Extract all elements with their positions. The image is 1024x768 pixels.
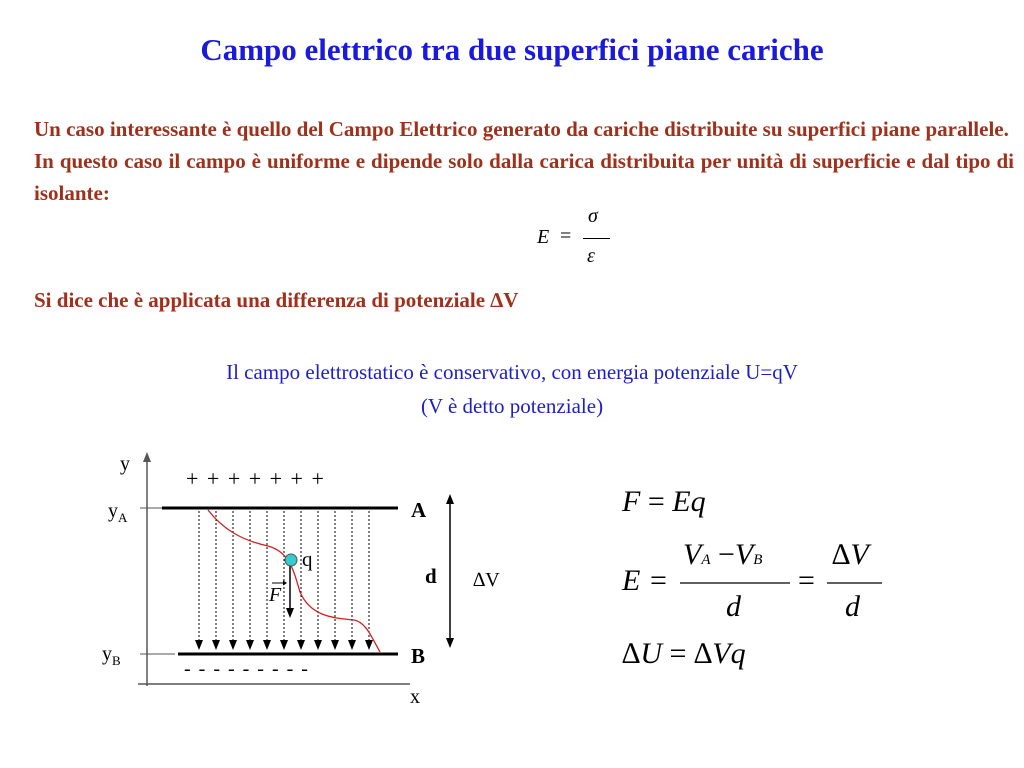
formula-e-eq2: = [798,564,815,597]
distance-label: d [425,564,437,588]
ya-label: $y_A$ [108,500,128,525]
slide-title: Campo elettrico tra due superfici piane cariche [200,32,824,67]
formula-e-eq1: = [650,564,667,597]
inline-formula-eq: = [560,225,572,247]
formula-e-den2: d [845,590,860,623]
inline-formula-num: σ [588,205,598,227]
intro-line-2: In questo caso il campo è uniforme e dipende solo dalla carica distribuita per unità di superficie e dal tipo di isolante: [34,149,1014,205]
plus-charges: + + + + + + + [186,466,324,491]
formula-e-num2: ∆V [832,538,869,571]
conservative-line-1: Il campo elettrostatico è conservativo, con energia potenziale U=qV [226,360,798,384]
formula-e-lhs: E [622,564,641,597]
plate-a-label: A [411,498,427,522]
delta-v-label: ∆V [473,569,500,591]
potential-sentence: Si dice che è applicata una differenza di potenziale ∆V [34,288,519,312]
potential-curve [208,510,380,652]
distance-arrow-bottom [446,638,454,648]
yb-label: $y_B$ [102,643,121,668]
y-axis-label: y [120,453,130,475]
charge-dot [285,554,297,566]
formula-e-den1: d [726,590,741,623]
inline-formula-den: ε [587,245,595,267]
field-lines [199,511,369,641]
minus-charges: - - - - - - - - - [184,658,308,680]
x-axis-label: x [410,686,420,708]
distance-arrow-top [446,494,454,504]
charge-label: q [302,547,313,571]
formula-e-numerator: VA −VB [683,538,763,571]
force-arrow-head [286,608,294,618]
y-axis-arrow [143,452,151,462]
plate-b-label: B [411,644,426,668]
vector-bar-head [283,581,287,586]
formula-energy: ∆U = ∆Vq [622,637,746,670]
force-label: F [269,584,282,606]
field-arrowheads [195,640,373,650]
conservative-line-2: (V è detto potenziale) [420,394,604,418]
formula-force: F = Eq [622,485,706,518]
intro-line-1: Un caso interessante è quello del Campo Elettrico generato da cariche distribuite su superfici piane parallele. [34,117,1009,141]
inline-formula-lhs: E [537,226,550,248]
